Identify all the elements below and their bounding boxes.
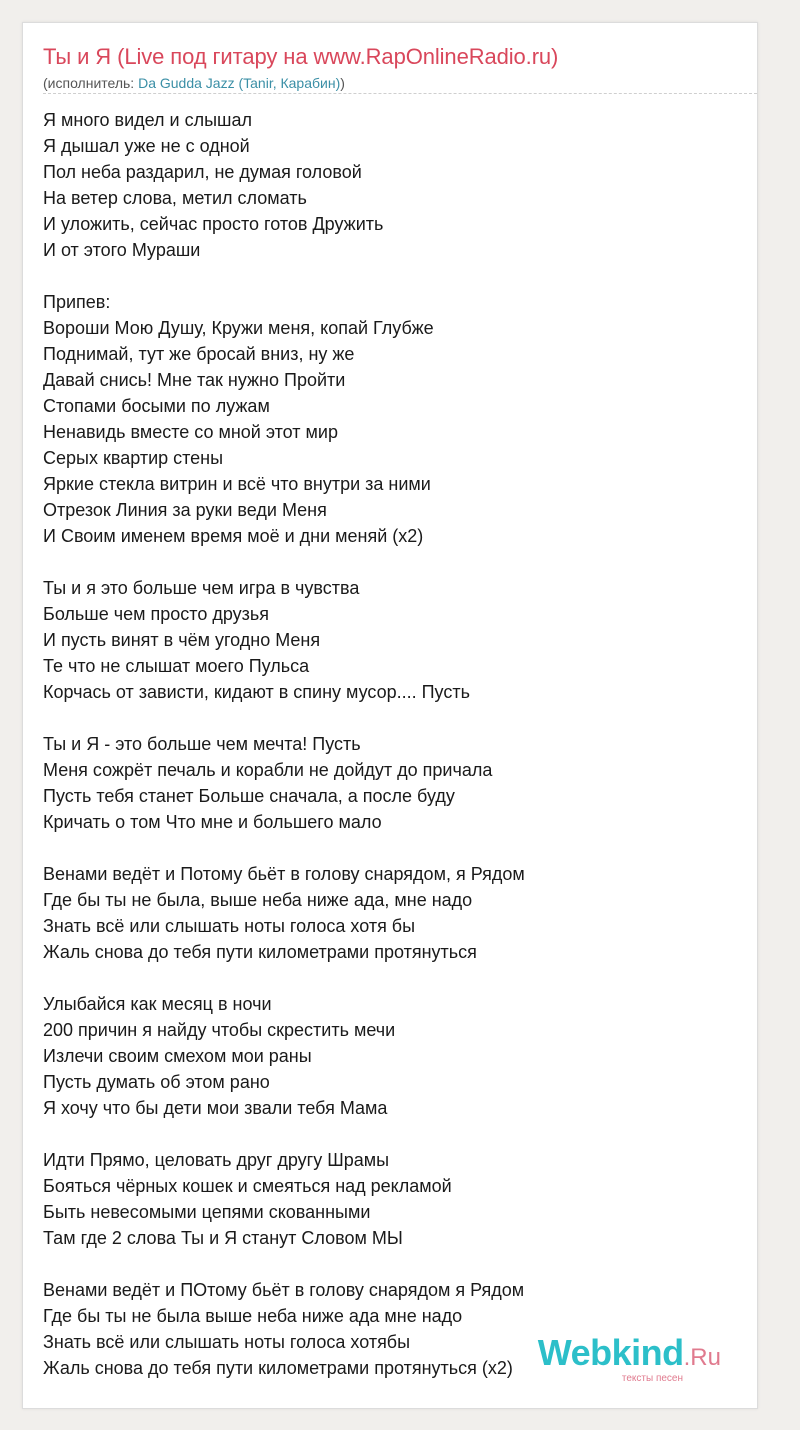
artist-link[interactable]: Da Gudda Jazz (Tanir, Карабин) xyxy=(138,75,341,91)
lyrics-blank-line xyxy=(43,1121,525,1147)
lyrics-line: Знать всё или слышать ноты голоса хотябы xyxy=(43,1332,411,1352)
lyrics-line: Отрезок Линия за руки веди Меня xyxy=(43,500,327,520)
lyrics-line: Идти Прямо, целовать друг другу Шрамы xyxy=(43,1150,390,1170)
lyrics-blank-line xyxy=(43,263,525,289)
lyrics-line: Я много видел и слышал xyxy=(43,110,252,130)
header-divider xyxy=(43,93,757,94)
lyrics-line: Корчась от зависти, кидают в спину мусор.... Пусть xyxy=(43,682,470,702)
webkind-logo[interactable] xyxy=(537,1332,721,1384)
song-title: Ты и Я (Live под гитару на www.RapOnlineRadio.ru) xyxy=(43,44,559,69)
lyrics-line: Ты и Я - это больше чем мечта! Пусть xyxy=(43,734,361,754)
lyrics-line: Излечи своим смехом мои раны xyxy=(43,1046,312,1066)
lyrics-blank-line xyxy=(43,1251,525,1277)
lyrics-text xyxy=(43,107,525,1381)
lyrics-line: Где бы ты не была выше неба ниже ада мне надо xyxy=(43,1306,463,1326)
artist-prefix: (исполнитель: xyxy=(43,75,139,91)
lyrics-line: Меня сожрёт печаль и корабли не дойдут до причала xyxy=(43,760,493,780)
logo-suffix: .Ru xyxy=(683,1344,721,1371)
lyrics-line: Пол неба раздарил, не думая головой xyxy=(43,162,362,182)
logo-wordmark xyxy=(537,1332,721,1376)
lyrics-line: Пусть думать об этом рано xyxy=(43,1072,270,1092)
lyrics-blank-line xyxy=(43,965,525,991)
lyrics-line: И Своим именем время моё и дни меняй (x2) xyxy=(43,526,424,546)
lyrics-line: Быть невесомыми цепями скованными xyxy=(43,1202,371,1222)
lyrics-line: Венами ведёт и Потому бьёт в голову снарядом, я Рядом xyxy=(43,864,525,884)
lyrics-line: И от этого Мураши xyxy=(43,240,201,260)
lyrics-line: Я дышал уже не с одной xyxy=(43,136,250,156)
artist-suffix: ) xyxy=(340,75,345,91)
lyrics-line: Вороши Мою Душу, Кружи меня, копай Глубже xyxy=(43,318,434,338)
lyrics-line: 200 причин я найду чтобы скрестить мечи xyxy=(43,1020,396,1040)
artist-line xyxy=(43,75,345,91)
lyrics-line: Стопами босыми по лужам xyxy=(43,396,270,416)
lyrics-line: Давай снись! Мне так нужно Пройти xyxy=(43,370,346,390)
lyrics-line: Больше чем просто друзья xyxy=(43,604,270,624)
lyrics-line: Знать всё или слышать ноты голоса хотя бы xyxy=(43,916,416,936)
logo-tagline: тексты песен xyxy=(621,1373,683,1384)
lyrics-line: Яркие стекла витрин и всё что внутри за ними xyxy=(43,474,431,494)
lyrics-line: Серых квартир стены xyxy=(43,448,224,468)
lyrics-line: И уложить, сейчас просто готов Дружить xyxy=(43,214,384,234)
lyrics-line: Жаль снова до тебя пути километрами протянуться xyxy=(43,942,477,962)
lyrics-line: Жаль снова до тебя пути километрами протянуться (x2) xyxy=(43,1358,513,1378)
logo-main-text: Webkind xyxy=(537,1332,684,1373)
lyrics-blank-line xyxy=(43,705,525,731)
lyrics-line: Кричать о том Что мне и большего мало xyxy=(43,812,382,832)
lyrics-blank-line xyxy=(43,549,525,575)
lyrics-line: Венами ведёт и ПОтому бьёт в голову снарядом я Рядом xyxy=(43,1280,525,1300)
lyrics-line: Поднимай, тут же бросай вниз, ну же xyxy=(43,344,355,364)
lyrics-line: И пусть винят в чём угодно Меня xyxy=(43,630,321,650)
lyrics-blank-line xyxy=(43,835,525,861)
lyrics-line: На ветер слова, метил сломать xyxy=(43,188,307,208)
lyrics-line: Те что не слышат моего Пульса xyxy=(43,656,310,676)
lyrics-line: Улыбайся как месяц в ночи xyxy=(43,994,272,1014)
lyrics-card xyxy=(22,22,758,1409)
lyrics-line: Где бы ты не была, выше неба ниже ада, мне надо xyxy=(43,890,473,910)
lyrics-line: Ты и я это больше чем игра в чувства xyxy=(43,578,360,598)
lyrics-line: Пусть тебя станет Больше сначала, а после буду xyxy=(43,786,455,806)
lyrics-line: Припев: xyxy=(43,292,111,312)
lyrics-line: Ненавидь вместе со мной этот мир xyxy=(43,422,338,442)
lyrics-line: Там где 2 слова Ты и Я станут Словом МЫ xyxy=(43,1228,403,1248)
lyrics-line: Я хочу что бы дети мои звали тебя Мама xyxy=(43,1098,388,1118)
lyrics-line: Бояться чёрных кошек и смеяться над рекламой xyxy=(43,1176,452,1196)
